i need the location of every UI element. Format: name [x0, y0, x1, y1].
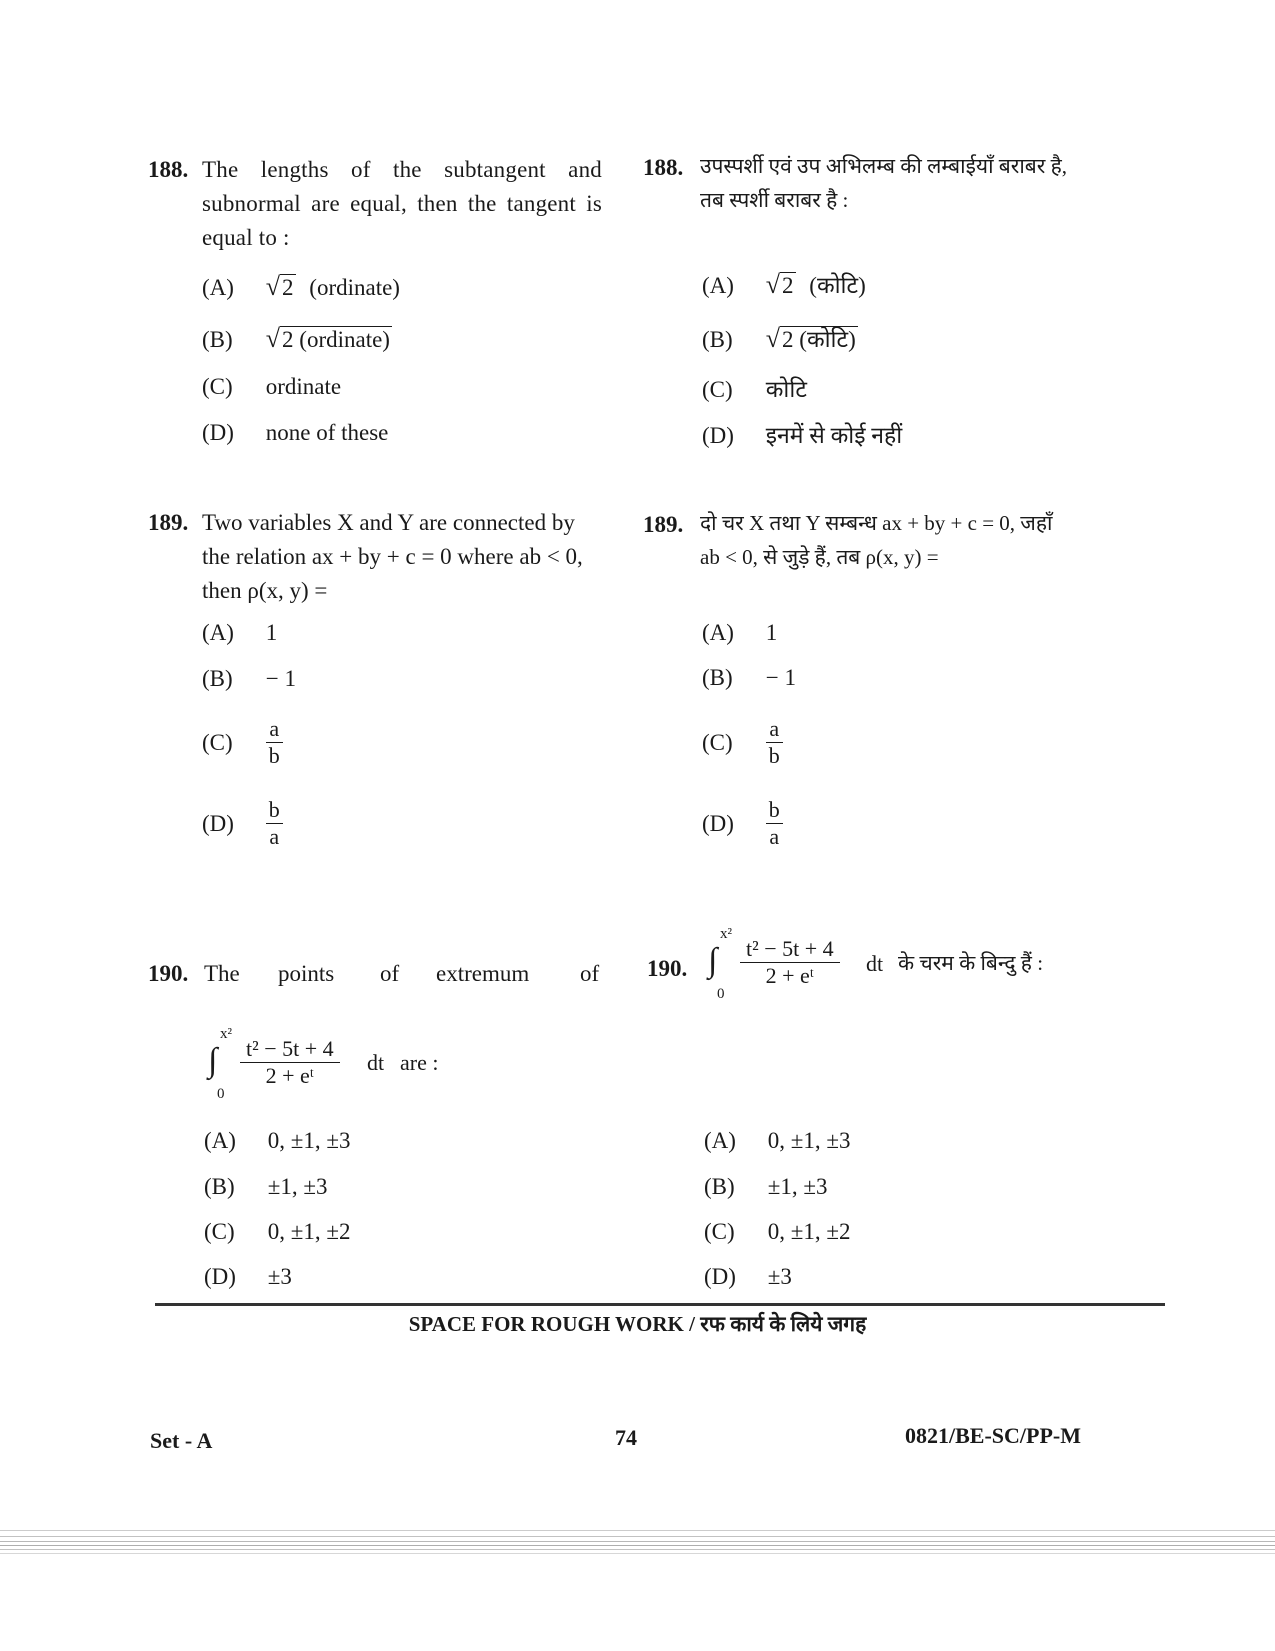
q190-option-a-en: (A) 0, ±1, ±3 [204, 1128, 351, 1153]
q188-option-a-en: (A) √2 (ordinate) [202, 272, 400, 301]
q190-option-a-hi: (A) 0, ±1, ±3 [704, 1128, 851, 1153]
q190-option-d-hi: (D) ±3 [704, 1264, 792, 1289]
q190-question-tail-hi: के चरम के बिन्दु हैं : [898, 951, 1044, 975]
q188-question-en: The lengths of the subtangent and subnormal are equal, then the tangent is equal to : [202, 157, 602, 250]
q188-question-hi-line2: तब स्पर्शी बराबर है : [700, 188, 849, 212]
q189-option-b-hi: (B) − 1 [702, 665, 796, 690]
sqrt-symbol: √2 (कोटि) [765, 324, 856, 353]
q190-option-c-hi: (C) 0, ±1, ±2 [704, 1219, 851, 1244]
sqrt-symbol: √2 (ordinate) [265, 324, 390, 353]
q188-option-c-hi: (C) कोटि [702, 377, 807, 402]
q188-option-b-hi: (B) √2 (कोटि) [702, 324, 856, 353]
q190-word-1: The [204, 961, 240, 986]
integral-upper-limit: x² [720, 926, 732, 942]
q189-option-a-en: (A) 1 [202, 620, 278, 645]
set-label: Set - A [150, 1428, 213, 1453]
paper-code: 0821/BE-SC/PP-M [905, 1423, 1081, 1448]
integral-lower-limit: 0 [217, 1086, 225, 1102]
scan-line [0, 1530, 1275, 1531]
q188-option-d-hi: (D) इनमें से कोई नहीं [702, 423, 903, 448]
integral-fraction: $\frac{\text{t² − 5t + 4}}{\text{2 + eᵗ}}$ [740, 936, 840, 989]
footer-divider [155, 1303, 1165, 1306]
q188-option-a-hi: (A) √2 (कोटि) [702, 270, 866, 299]
q188-option-b-en: (B) √2 (ordinate) [202, 324, 390, 353]
scan-line [0, 1553, 1275, 1554]
q189-number-hi: 189. [643, 512, 684, 537]
q189-option-b-en: (B) − 1 [202, 666, 296, 691]
q189-number-en: 189. [148, 510, 189, 535]
q188-option-c-en: (C) ordinate [202, 374, 342, 399]
q189-option-d-en: (D) $\frac{b}{a}$ [202, 797, 283, 850]
q190-word-4: extremum [436, 961, 530, 986]
q189-option-c-en: (C) $\frac{a}{b}$ [202, 716, 283, 769]
q190-option-b-en: (B) ±1, ±3 [204, 1174, 328, 1199]
q190-word-2: points [278, 961, 335, 986]
q190-option-b-hi: (B) ±1, ±3 [704, 1174, 828, 1199]
fraction: $\frac{b}{a}$ [266, 797, 283, 850]
q190-number-hi: 190. [647, 956, 688, 981]
scan-line [0, 1549, 1275, 1550]
integral-fraction: $\frac{\text{t² − 5t + 4}}{\text{2 + eᵗ}}$ [240, 1036, 340, 1089]
q188-number-en: 188. [148, 157, 189, 182]
q188-option-d-en: (D) none of these [202, 420, 389, 445]
q190-word-5: of [580, 961, 600, 986]
integral-dt: dt [866, 951, 884, 976]
q188-number-hi: 188. [643, 155, 684, 180]
fraction: $\frac{a}{b}$ [766, 716, 783, 769]
q190-option-d-en: (D) ±3 [204, 1264, 292, 1289]
integral-sign: ∫ [708, 942, 718, 979]
rough-work-label: SPACE FOR ROUGH WORK / रफ कार्य के लिये जगह [408, 1312, 867, 1336]
q189-question-en-line2: the relation ax + by + c = 0 where ab < 0, [202, 544, 583, 569]
q189-question-en-line3: then ρ(x, y) = [202, 578, 328, 603]
scan-line [0, 1536, 1275, 1537]
q190-question-tail-en: are : [400, 1050, 439, 1075]
q190-number-en: 190. [148, 961, 189, 986]
sqrt-symbol: √2 [765, 270, 794, 299]
q188-question-hi-line1: उपस्पर्शी एवं उप अभिलम्ब की लम्बाईयाँ बराबर है, [700, 154, 1068, 178]
integral-dt: dt [367, 1050, 385, 1075]
integral-upper-limit: x² [220, 1026, 232, 1042]
q189-option-c-hi: (C) $\frac{a}{b}$ [702, 716, 783, 769]
q190-option-c-en: (C) 0, ±1, ±2 [204, 1219, 351, 1244]
q189-question-hi-line2: ab < 0, से जुड़े हैं, तब ρ(x, y) = [700, 545, 939, 569]
scan-line [0, 1541, 1275, 1542]
q189-option-d-hi: (D) $\frac{b}{a}$ [702, 797, 783, 850]
page-number: 74 [615, 1425, 637, 1450]
fraction: $\frac{a}{b}$ [266, 716, 283, 769]
sqrt-symbol: √2 [265, 272, 294, 301]
fraction: $\frac{b}{a}$ [766, 797, 783, 850]
q190-word-3: of [380, 961, 400, 986]
integral-sign: ∫ [208, 1042, 218, 1079]
scan-line [0, 1545, 1275, 1546]
q189-option-a-hi: (A) 1 [702, 620, 778, 645]
q189-question-hi-line1: दो चर X तथा Y सम्बन्ध ax + by + c = 0, जहाँ [700, 511, 1053, 535]
q189-question-en-line1: Two variables X and Y are connected by [202, 510, 575, 535]
integral-lower-limit: 0 [717, 986, 725, 1002]
